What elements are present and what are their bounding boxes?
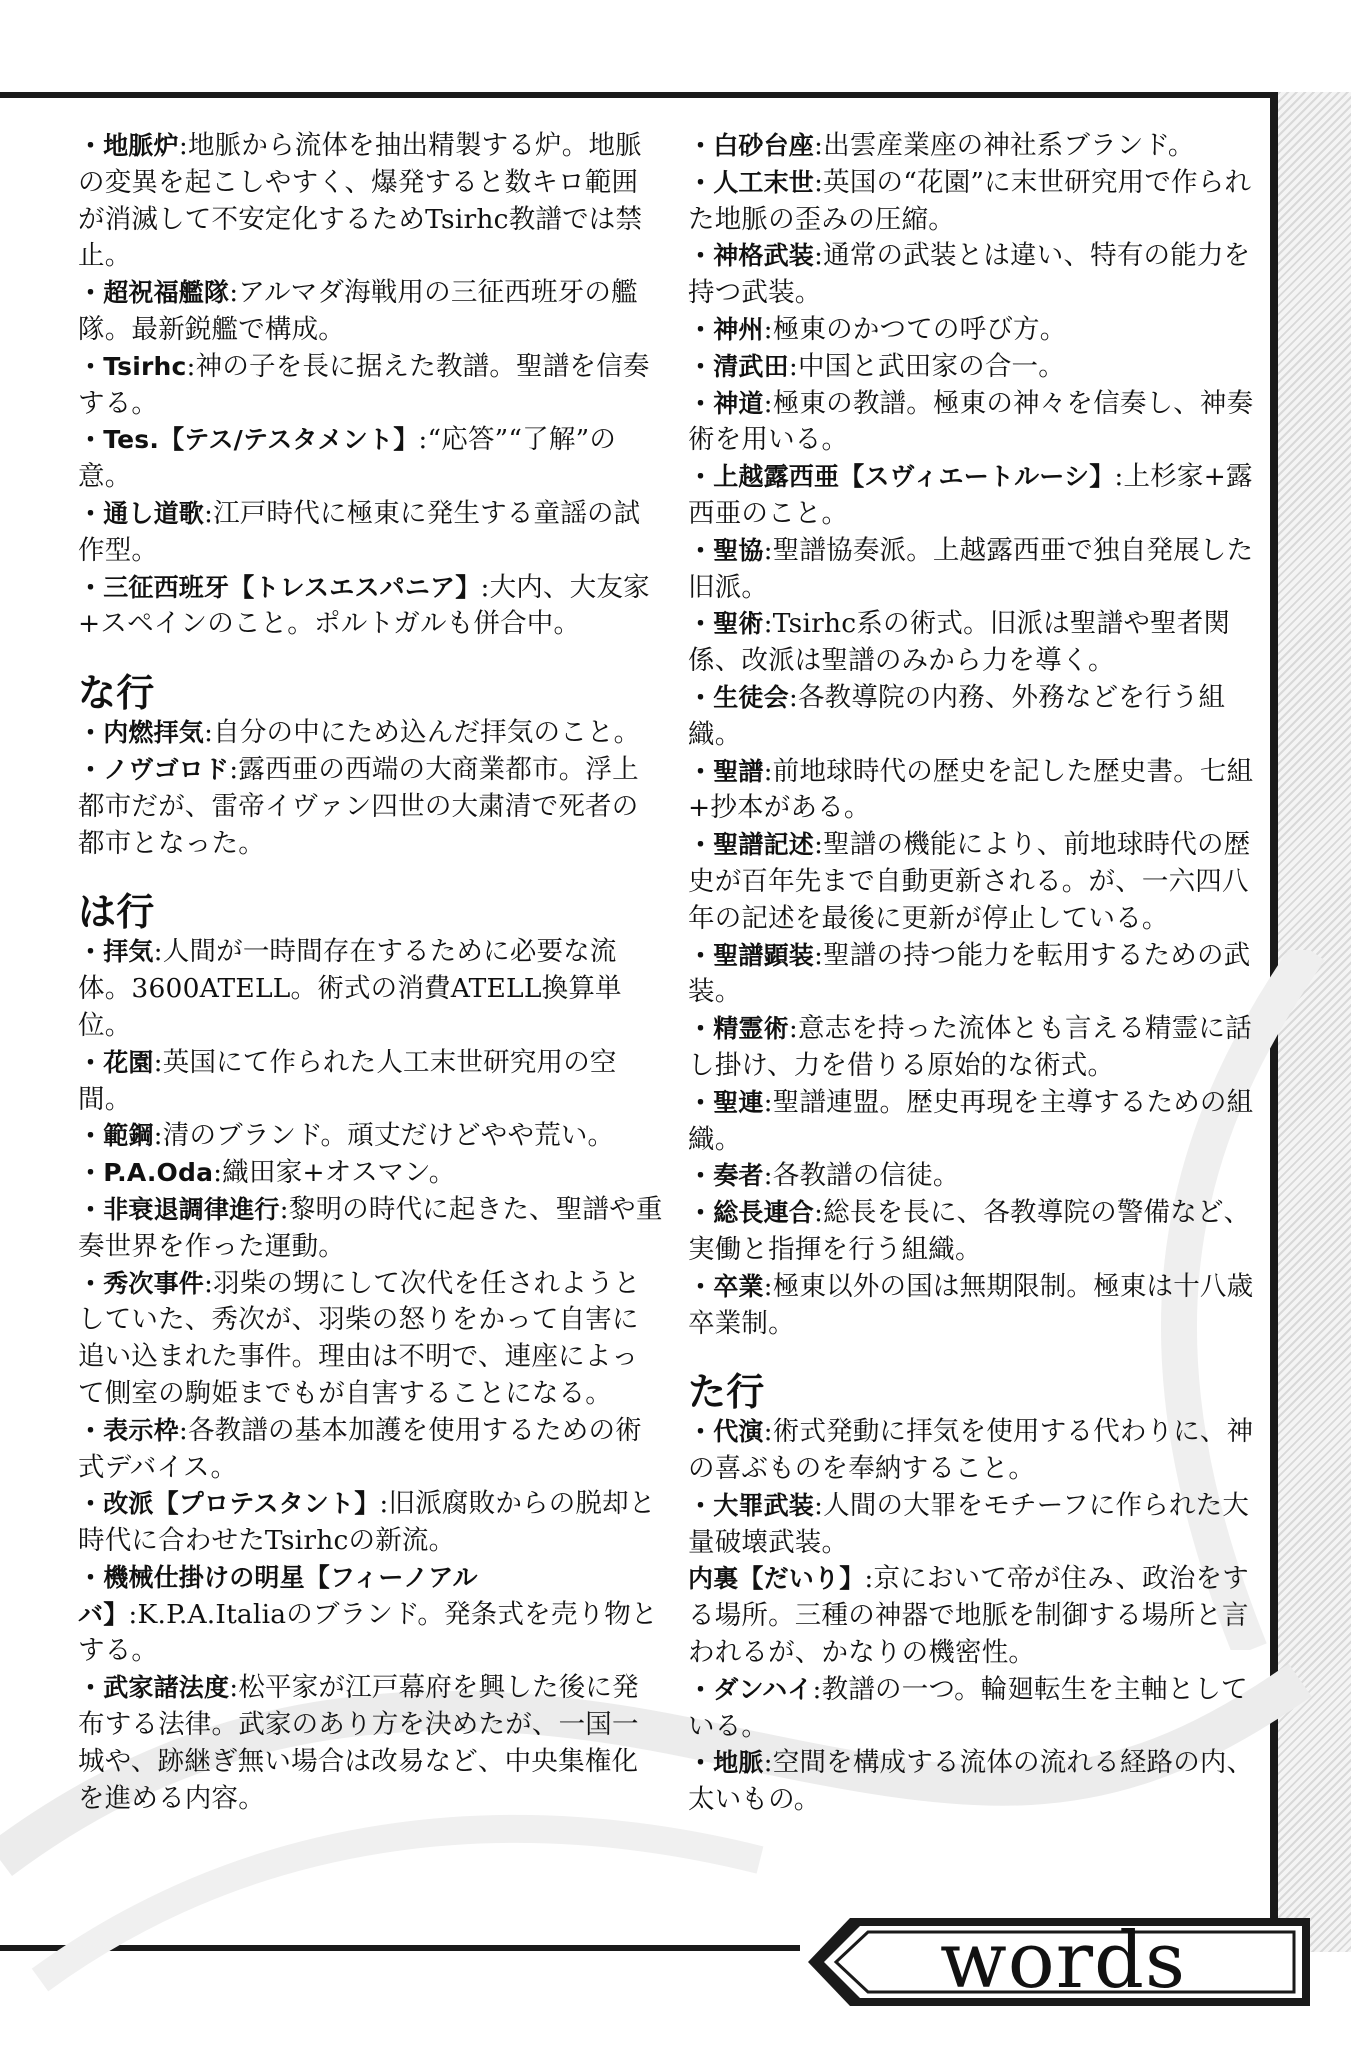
glossary-term: ・改派【プロテスタント】 bbox=[78, 1489, 380, 1519]
glossary-entry bbox=[688, 1414, 1258, 1488]
glossary-term: ・人工末世 bbox=[688, 167, 815, 197]
glossary-entry bbox=[78, 1155, 663, 1192]
glossary-term: ・地脈炉 bbox=[78, 131, 179, 160]
glossary-definition: :松平家が江戸幕府を興した後に発布する法律。武家のあり方を決めたが、一国一城や、跡継ぎ無い場合は改易など、中央集権化を進める内容。 bbox=[78, 1672, 639, 1814]
glossary-entry bbox=[688, 938, 1258, 1012]
glossary-entry bbox=[78, 128, 663, 275]
glossary-definition: :人間が一時間存在するために必要な流体。3600ATELL。術式の消費ATELL換算単位。 bbox=[78, 936, 622, 1041]
glossary-term: ・精霊術 bbox=[688, 1014, 789, 1044]
glossary-term: ・地脈 bbox=[688, 1748, 764, 1778]
glossary-entry bbox=[78, 1045, 663, 1119]
glossary-entry bbox=[78, 1266, 663, 1413]
glossary-term: ・Tsirhc bbox=[78, 351, 187, 381]
frame-bottom-border bbox=[0, 1945, 800, 1951]
footer-tag-text: words bbox=[940, 1916, 1186, 2006]
glossary-definition: :神の子を長に据えた教譜。聖譜を信奏する。 bbox=[78, 350, 650, 419]
glossary-entry bbox=[688, 1158, 1258, 1195]
glossary-term: ・武家諸法度 bbox=[78, 1673, 230, 1703]
glossary-term: ・聖術 bbox=[688, 609, 764, 639]
glossary-definition: :各教導院の内務、外務などを行う組織。 bbox=[688, 681, 1226, 750]
glossary-entry bbox=[688, 238, 1258, 312]
glossary-term: ・大罪武装 bbox=[688, 1490, 815, 1520]
glossary-definition: :上杉家+露西亜のこと。 bbox=[688, 461, 1253, 529]
glossary-entry bbox=[78, 422, 663, 496]
glossary-definition: :K.P.A.Italiaのブランド。発条式を売り物とする。 bbox=[78, 1598, 658, 1667]
glossary-entry bbox=[688, 1011, 1258, 1085]
glossary-definition: :教譜の一つ。輪廻転生を主軸としている。 bbox=[688, 1673, 1248, 1742]
glossary-entry bbox=[78, 496, 663, 570]
section-heading: た行 bbox=[688, 1370, 765, 1415]
glossary-definition: :総長を長に、各教導院の警備など、実働と指揮を行う組織。 bbox=[688, 1197, 1251, 1265]
glossary-term: ・聖連 bbox=[688, 1087, 764, 1117]
glossary-term: ・神格武装 bbox=[688, 241, 815, 271]
glossary-entry bbox=[78, 1118, 663, 1155]
glossary-term: ・卒業 bbox=[688, 1271, 764, 1301]
glossary-entry bbox=[688, 533, 1258, 607]
glossary-term: ・通し道歌 bbox=[78, 498, 205, 528]
glossary-entry bbox=[688, 165, 1258, 239]
glossary-term: ・神州 bbox=[688, 314, 764, 344]
glossary-term: ・奏者 bbox=[688, 1161, 764, 1191]
glossary-entry bbox=[688, 1269, 1258, 1343]
glossary-term: ・範鋼 bbox=[78, 1121, 154, 1151]
glossary-entry bbox=[78, 275, 663, 349]
glossary-right-column bbox=[688, 128, 1258, 1819]
glossary-term: 内裏【だいり】 bbox=[688, 1564, 865, 1594]
glossary-definition: :空間を構成する流体の流れる経路の内、太いもの。 bbox=[688, 1747, 1254, 1816]
frame-right-border bbox=[1270, 92, 1278, 1952]
glossary-definition: :旧派腐敗からの脱却と時代に合わせたTsirhcの新流。 bbox=[78, 1488, 656, 1557]
glossary-entry bbox=[78, 715, 663, 752]
glossary-definition: :“応答”“了解”の意。 bbox=[78, 424, 617, 493]
glossary-definition: :地脈から流体を抽出精製する炉。地脈の変異を起こしやすく、爆発すると数キロ範囲が消滅して不安定化するためTsirhc教譜では禁止。 bbox=[78, 130, 643, 272]
glossary-definition: :大内、大友家+スペインのこと。ポルトガルも併合中。 bbox=[78, 571, 650, 640]
glossary-entry bbox=[78, 1192, 663, 1266]
glossary-term: ・拝気 bbox=[78, 937, 154, 967]
glossary-entry bbox=[78, 570, 663, 644]
glossary-definition: :羽柴の甥にして次代を任されようとしていた、秀次が、羽柴の怒りをかって自害に追い込まれた事件。理由は不明で、連座によって側室の駒姫までもが自害することになる。 bbox=[78, 1267, 641, 1409]
glossary-definition: :極東以外の国は無期限制。極東は十八歳卒業制。 bbox=[688, 1270, 1254, 1339]
glossary-term: ・機械仕掛けの明星【フィーノアルバ】 bbox=[78, 1562, 478, 1629]
glossary-term: ・白砂台座 bbox=[688, 131, 815, 160]
glossary-definition: :清のブランド。頑丈だけどやや荒い。 bbox=[153, 1120, 615, 1152]
glossary-definition: :織田家+オスマン。 bbox=[213, 1157, 456, 1189]
glossary-definition: :通常の武装とは違い、特有の能力を持つ武装。 bbox=[688, 240, 1251, 309]
glossary-entry bbox=[78, 1670, 663, 1817]
glossary-entry bbox=[688, 606, 1258, 680]
frame-right-pattern bbox=[1270, 92, 1351, 1952]
words-footer-tag bbox=[790, 1912, 1310, 2012]
glossary-definition: :意志を持った流体とも言える精霊に話し掛け、力を借りる原始的な術式。 bbox=[688, 1013, 1252, 1081]
glossary-term: ・生徒会 bbox=[688, 682, 789, 712]
glossary-definition: :各教譜の基本加護を使用するための術式デバイス。 bbox=[78, 1414, 642, 1483]
glossary-definition: :英国にて作られた人工末世研究用の空間。 bbox=[78, 1046, 617, 1115]
glossary-term: ・表示枠 bbox=[78, 1415, 179, 1445]
glossary-definition: :露西亜の西端の大商業都市。浮上都市だが、雷帝イヴァン四世の大粛清で死者の都市となった。 bbox=[78, 753, 639, 859]
glossary-entry bbox=[688, 1561, 1258, 1671]
glossary-term: ・神道 bbox=[688, 388, 764, 418]
glossary-term: ・Tes.【テス/テスタメント】 bbox=[78, 425, 419, 455]
glossary-term: ・非衰退調律進行 bbox=[78, 1194, 280, 1224]
glossary-definition: :中国と武田家の合一。 bbox=[788, 350, 1065, 382]
glossary-term: ・超祝福艦隊 bbox=[78, 278, 230, 308]
glossary-term: ・ダンハイ bbox=[688, 1674, 813, 1704]
glossary-definition: :術式発動に拝気を使用する代わりに、神の喜ぶものを奉納すること。 bbox=[688, 1416, 1254, 1485]
glossary-definition: :江戸時代に極東に発生する童謡の試作型。 bbox=[78, 497, 641, 566]
glossary-definition: :聖譜の機能により、前地球時代の歴史が百年先まで自動更新される。が、一六四八年の記述を最後に更新が停止している。 bbox=[688, 829, 1251, 934]
glossary-definition: :聖譜協奏派。上越露西亜で独自発展した旧派。 bbox=[688, 534, 1254, 603]
glossary-definition: :Tsirhc系の術式。旧派は聖譜や聖者関係、改派は聖譜のみから力を導く。 bbox=[688, 608, 1231, 677]
glossary-term: ・代演 bbox=[688, 1417, 764, 1447]
glossary-term: ・総長連合 bbox=[688, 1198, 815, 1228]
glossary-term: ・聖譜記述 bbox=[688, 830, 815, 860]
glossary-term: ・聖協 bbox=[688, 535, 764, 565]
glossary-definition: :聖譜連盟。歴史再現を主導するための組織。 bbox=[688, 1086, 1254, 1155]
glossary-entry bbox=[688, 312, 1258, 349]
glossary-term: ・三征西班牙【トレスエスパニア】 bbox=[78, 572, 481, 602]
glossary-definition: :極東のかつての呼び方。 bbox=[763, 313, 1067, 345]
glossary-entry bbox=[688, 754, 1258, 828]
glossary-definition: :極東の教譜。極東の神々を信奏し、神奏術を用いる。 bbox=[688, 387, 1254, 456]
glossary-definition: :人間の大罪をモチーフに作られた大量破壊武装。 bbox=[688, 1489, 1250, 1558]
glossary-entry bbox=[78, 1560, 663, 1670]
glossary-entry bbox=[688, 1672, 1258, 1746]
frame-top-border bbox=[0, 92, 1278, 98]
glossary-definition: :前地球時代の歴史を記した歴史書。七組+抄本がある。 bbox=[688, 755, 1254, 824]
glossary-entry bbox=[688, 680, 1258, 754]
glossary-term: ・ノヴゴロド bbox=[78, 754, 230, 784]
glossary-term: ・花園 bbox=[78, 1047, 154, 1077]
glossary-entry bbox=[688, 386, 1258, 460]
glossary-definition: :自分の中にため込んだ拝気のこと。 bbox=[204, 717, 641, 749]
glossary-term: ・P.A.Oda bbox=[78, 1158, 214, 1188]
glossary-entry bbox=[688, 1488, 1258, 1562]
glossary-entry bbox=[688, 128, 1258, 165]
glossary-left-column bbox=[78, 128, 663, 1817]
glossary-entry bbox=[688, 459, 1258, 533]
glossary-entry bbox=[688, 827, 1258, 937]
glossary-entry bbox=[688, 1085, 1258, 1159]
glossary-definition: :聖譜の持つ能力を転用するための武装。 bbox=[688, 939, 1251, 1008]
section-heading: な行 bbox=[78, 671, 155, 716]
glossary-term: ・内燃拝気 bbox=[78, 718, 205, 748]
glossary-entry bbox=[78, 934, 663, 1044]
glossary-definition: :黎明の時代に起きた、聖譜や重奏世界を作った運動。 bbox=[78, 1193, 663, 1262]
glossary-entry bbox=[688, 349, 1258, 386]
glossary-entry bbox=[78, 1413, 663, 1487]
glossary-term: ・聖譜顕装 bbox=[688, 940, 815, 970]
glossary-definition: :英国の“花園”に末世研究用で作られた地脈の歪みの圧縮。 bbox=[688, 166, 1252, 235]
glossary-entry bbox=[688, 1195, 1258, 1269]
glossary-entry bbox=[78, 752, 663, 862]
glossary-definition: :アルマダ海戦用の三征西班牙の艦隊。最新鋭艦で構成。 bbox=[78, 277, 638, 345]
section-heading: は行 bbox=[78, 890, 155, 935]
glossary-term: ・上越露西亜【スヴィエートルーシ】 bbox=[688, 462, 1115, 492]
glossary-term: ・聖譜 bbox=[688, 756, 764, 786]
glossary-definition: :出雲産業座の神社系ブランド。 bbox=[814, 130, 1195, 161]
glossary-definition: :各教譜の信徒。 bbox=[763, 1160, 960, 1192]
glossary-entry bbox=[78, 349, 663, 423]
glossary-term: ・清武田 bbox=[688, 351, 789, 381]
glossary-entry bbox=[688, 1745, 1258, 1819]
glossary-entry bbox=[78, 1486, 663, 1560]
glossary-definition: :京において帝が住み、政治をする場所。三種の神器で地脈を制御する場所と言われるが、かなりの機密性。 bbox=[688, 1563, 1249, 1669]
glossary-term: ・秀次事件 bbox=[78, 1268, 205, 1298]
